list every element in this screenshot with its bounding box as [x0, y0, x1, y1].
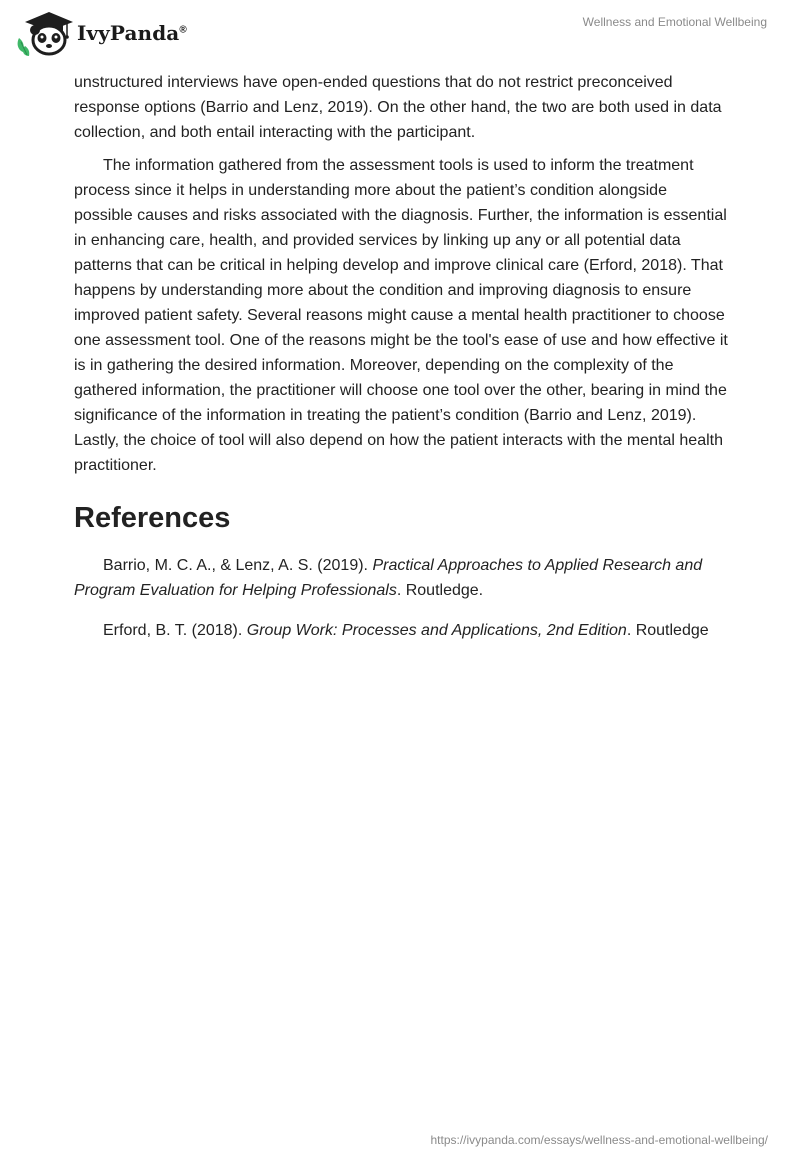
brand-name-text: IvyPanda [77, 21, 180, 45]
reference-title: Practical Approaches to Applied Research and Program Evaluation for Helping Professionals [74, 557, 703, 599]
reference-publisher: . Routledge. [396, 582, 484, 599]
panda-graduate-icon [15, 8, 73, 58]
references-heading: References [74, 502, 231, 534]
brand-name [77, 21, 187, 45]
reference-authors: Barrio, M. C. A., & Lenz, A. S. (2019). [103, 557, 373, 574]
reference-title: Group Work: Processes and Applications, 2nd Edition [246, 622, 627, 639]
page-header [0, 0, 800, 60]
reference-authors: Erford, B. T. (2018). [103, 622, 247, 639]
brand-logo[interactable] [15, 8, 187, 58]
reference-item-1 [74, 553, 729, 603]
running-title: Wellness and Emotional Wellbeing [582, 15, 767, 29]
reference-publisher: . Routledge [626, 622, 709, 639]
registered-mark: ® [179, 24, 187, 36]
body-paragraph-2: The information gathered from the assessment tools is used to inform the treatment process since it helps in understanding more about the patient’s condition alongside possible causes and risks associated with the diagnosis. Further, the information is essential in enhancing care, health, and provided services by linking up any or all potential data patterns that can be critical in helping develop and improve clinical care (Erford, 2018). That happens by understanding more about the condition and improving diagnosis to ensure improved patient safety. Several reasons might cause a mental health practitioner to choose one assessment tool. One of the reasons might be the tool's ease of use and how effective it is in gathering the desired information. Moreover, depending on the complexity of the gathered information, the practitioner will choose one tool over the other, bearing in mind the significance of the information in treating the patient’s condition (Barrio and Lenz, 2019). Lastly, the choice of tool will also depend on how the patient interacts with the mental health practitioner. [74, 157, 728, 474]
body-paragraph-1: unstructured interviews have open-ended questions that do not restrict preconceived response options (Barrio and Lenz, 2019). On the other hand, the two are both used in data collection, and both entail interacting with the participant. [74, 74, 722, 141]
source-url[interactable]: https://ivypanda.com/essays/wellness-and-emotional-wellbeing/ [430, 1133, 768, 1147]
essay-content [74, 70, 729, 643]
reference-item-2 [74, 618, 729, 643]
